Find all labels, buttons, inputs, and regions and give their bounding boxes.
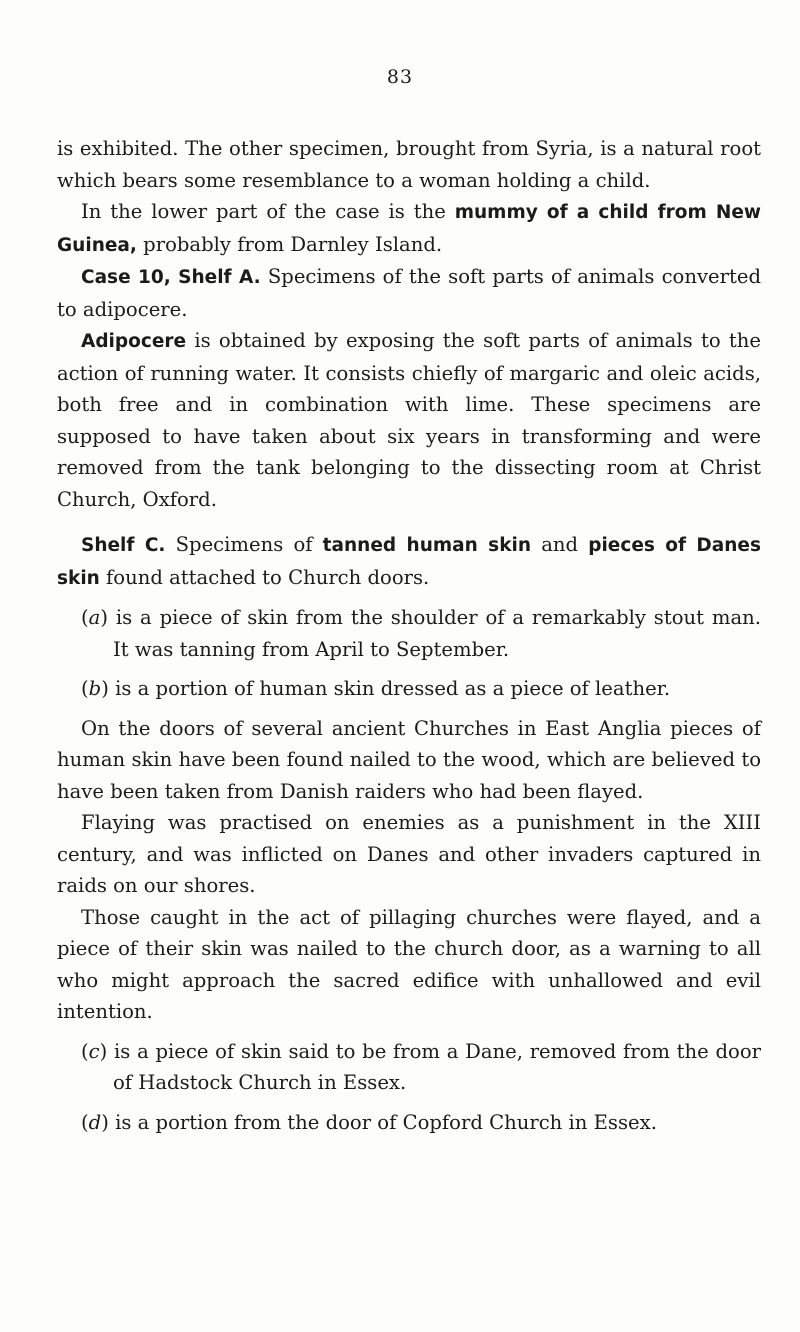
item-label-c: c [88, 1039, 100, 1063]
bold-tanned-human-skin: tanned human skin [322, 535, 532, 556]
bold-danes-skin: pieces of Danes skin [57, 535, 761, 589]
paragraph-shelf-c: Shelf C. Specimens of tanned human skin and pieces of Danes skin found attached to Church doors. [57, 533, 761, 589]
list-item-c: (c) is a piece of skin said to be from a Dane, removed from the door of Hadstock Church in Essex. [81, 1039, 761, 1094]
bold-heading-mummy: mummy of a child from New Guinea, [57, 202, 761, 256]
paragraph-exhibited: is exhibited. The other specimen, brought from Syria, is a natural root which bears some resemblance to a woman holding a child. [57, 137, 761, 192]
item-label-d: d [88, 1110, 102, 1134]
bold-heading-case-10: Case 10, Shelf A. [81, 267, 261, 288]
bold-heading-shelf-c: Shelf C. [81, 535, 166, 556]
paragraph-mummy: In the lower part of the case is the mummy of a child from New Guinea, probably from Darnley Island. [57, 200, 761, 256]
page-number: 83 [386, 66, 414, 88]
body-text [57, 133, 761, 1138]
paragraph-pillaging: Those caught in the act of pillaging churches were flayed, and a piece of their skin was nailed to the church door, as a warning to all who might approach the sacred edifice with unhallowed and evil intention. [57, 905, 761, 1023]
bold-heading-adipocere: Adipocere [81, 331, 187, 352]
paragraph-adipocere: Adipocere is obtained by exposing the soft parts of animals to the action of running water. It consists chiefly of margaric and oleic acids, both free and in combination with lime. These specimens are supposed to have taken about six years in transforming and were removed from the tank belonging to the dissecting room at Christ Church, Oxford. [57, 329, 761, 511]
paragraph-east-anglia: On the doors of several ancient Churches in East Anglia pieces of human skin have been found nailed to the wood, which are believed to have been taken from Danish raiders who had been flayed. [57, 716, 761, 803]
list-item-b: (b) is a portion of human skin dressed as a piece of leather. [81, 677, 671, 700]
paragraph-flaying: Flaying was practised on enemies as a punishment in the XIII century, and was inflicted on Danes and other invaders captured in raids on our shores. [57, 811, 761, 897]
item-label-b: b [88, 677, 102, 700]
list-item-d: (d) is a portion from the door of Copford Church in Essex. [81, 1110, 657, 1134]
paragraph-case-10: Case 10, Shelf A. Specimens of the soft parts of animals converted to adipocere. [57, 265, 761, 321]
list-item-a: (a) is a piece of skin from the shoulder of a remarkably stout man. It was tanning from April to September. [81, 606, 761, 661]
item-label-a: a [88, 606, 101, 629]
